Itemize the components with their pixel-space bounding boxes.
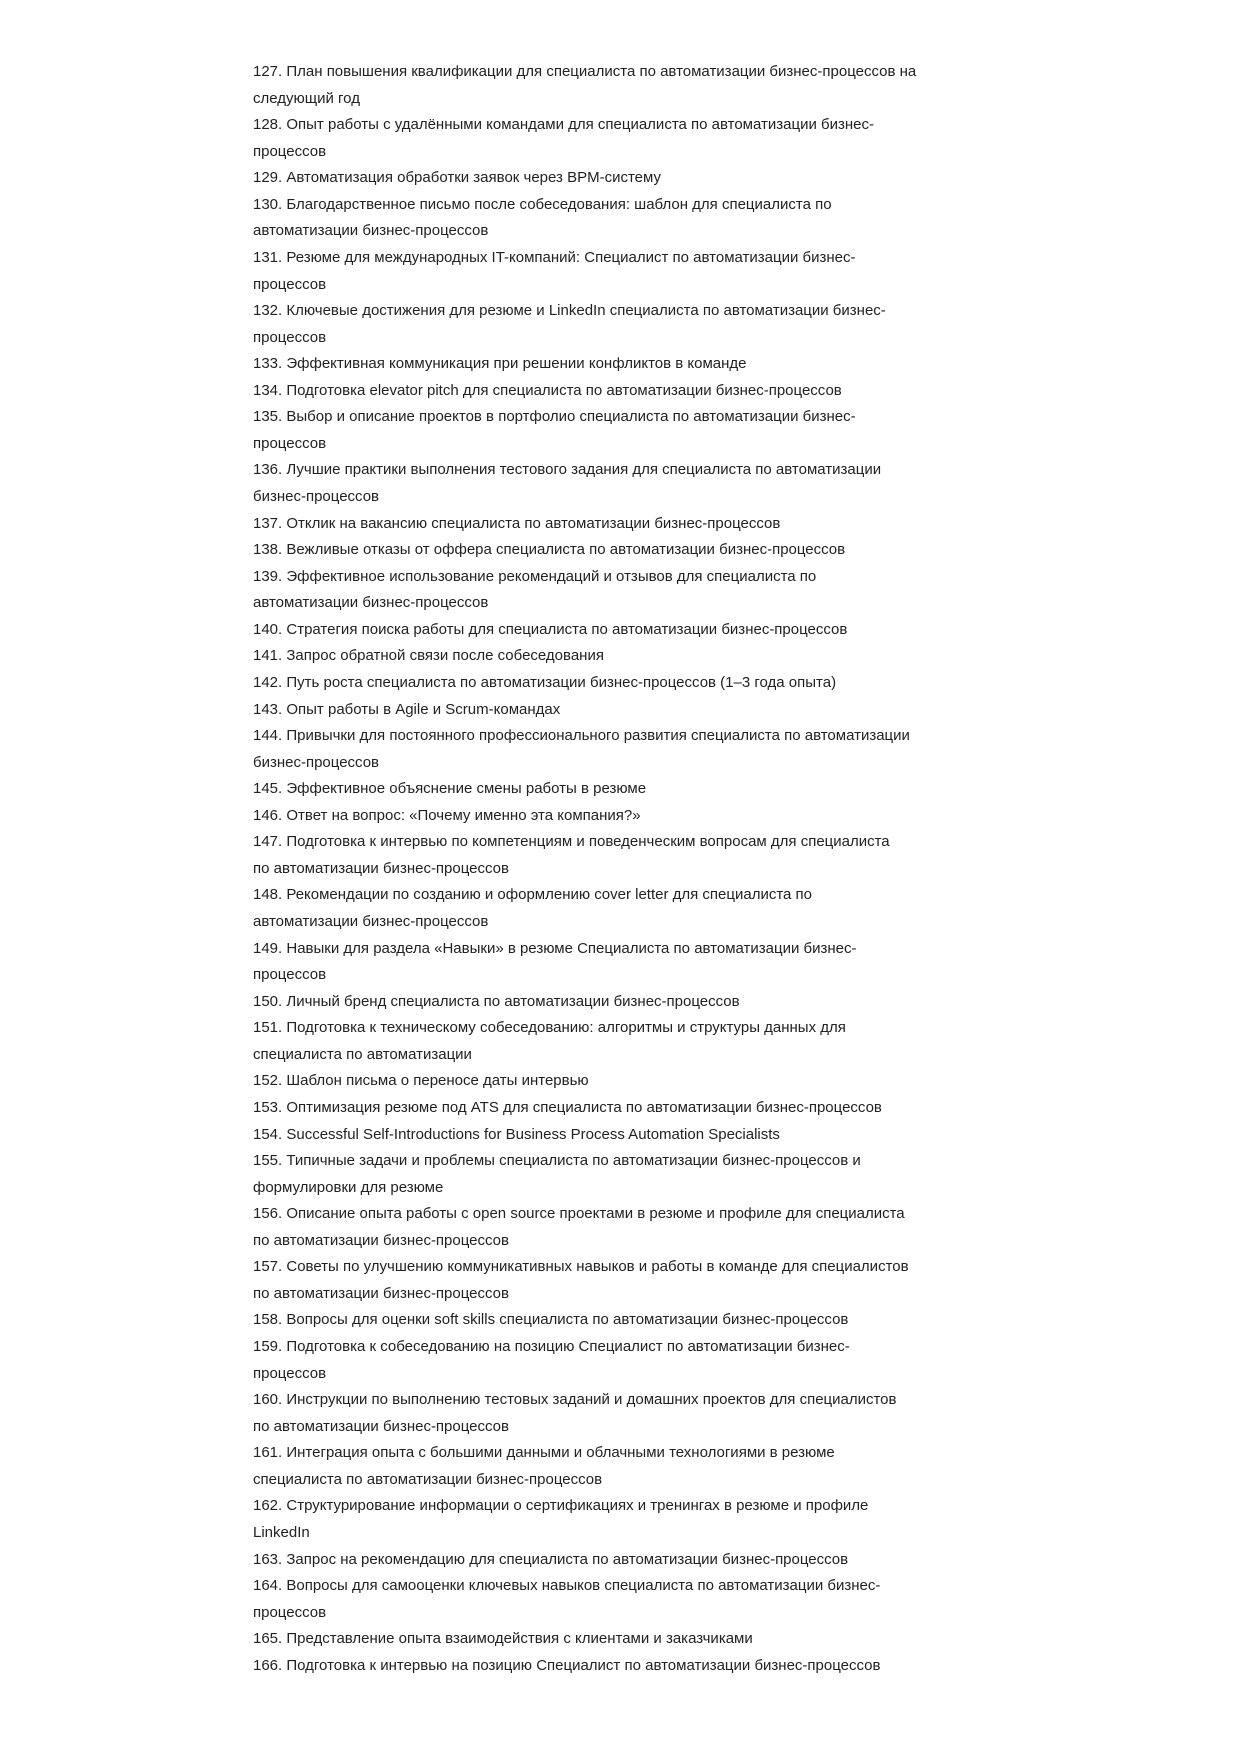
list-item-text-line: процессов xyxy=(253,966,327,984)
list-item[interactable] xyxy=(253,1095,1013,1122)
list-item[interactable] xyxy=(253,59,1013,112)
list-item[interactable] xyxy=(253,351,1013,378)
list-item[interactable] xyxy=(253,776,1013,803)
list-item-text-line: 139. Эффективное использование рекомендаций и отзывов для специалиста по xyxy=(253,567,817,585)
list-item-text-line: 131. Резюме для международных IT-компаний: Специалист по автоматизации бизнес- xyxy=(253,248,856,266)
list-item-text-line: 166. Подготовка к интервью на позицию Специалист по автоматизации бизнес-процессов xyxy=(253,1656,881,1674)
list-item[interactable] xyxy=(253,1068,1013,1095)
list-item-text-line: формулировки для резюме xyxy=(253,1178,444,1196)
list-item[interactable] xyxy=(253,1307,1013,1334)
list-item-text-line: 142. Путь роста специалиста по автоматизации бизнес-процессов (1–3 года опыта) xyxy=(253,673,837,691)
list-item-text-line: автоматизации бизнес-процессов xyxy=(253,913,489,930)
list-item-text-line: LinkedIn xyxy=(253,1523,310,1541)
list-item[interactable] xyxy=(253,404,1013,457)
list-item-text-line: 150. Личный бренд специалиста по автоматизации бизнес-процессов xyxy=(253,992,740,1010)
list-item[interactable] xyxy=(253,165,1013,192)
list-item-text-line: 157. Советы по улучшению коммуникативных навыков и работы в команде для специалистов xyxy=(253,1258,909,1276)
list-item-text-line: бизнес-процессов xyxy=(253,488,380,505)
list-item-text-line: 141. Запрос обратной связи после собеседования xyxy=(253,647,604,665)
list-item-text-line: 149. Навыки для раздела «Навыки» в резюме Специалиста по автоматизации бизнес- xyxy=(253,939,857,957)
list-item-text-line: 134. Подготовка elevator pitch для специалиста по автоматизации бизнес-процессов xyxy=(253,381,842,399)
list-item[interactable] xyxy=(253,670,1013,697)
list-item[interactable] xyxy=(253,1626,1013,1653)
list-item[interactable] xyxy=(253,245,1013,298)
list-item[interactable] xyxy=(253,617,1013,644)
list-item-text-line: 155. Типичные задачи и проблемы специалиста по автоматизации бизнес-процессов и xyxy=(253,1152,861,1170)
list-item-text-line: процессов xyxy=(253,275,327,293)
list-item[interactable] xyxy=(253,1573,1013,1626)
list-item[interactable] xyxy=(253,697,1013,724)
list-item-text-line: процессов xyxy=(253,142,327,160)
list-item-text-line: 156. Описание опыта работы с open source проектами в резюме и профиле для специалиста xyxy=(253,1205,905,1223)
list-item-text-line: 146. Ответ на вопрос: «Почему именно эта компания?» xyxy=(253,806,641,824)
list-item-text-line: 127. План повышения квалификации для специалиста по автоматизации бизнес-процессов на xyxy=(253,63,917,80)
list-item[interactable] xyxy=(253,643,1013,670)
list-item-text-line: бизнес-процессов xyxy=(253,753,380,771)
list-item[interactable] xyxy=(253,936,1013,989)
list-item[interactable] xyxy=(253,537,1013,564)
list-item-text-line: 138. Вежливые отказы от оффера специалиста по автоматизации бизнес-процессов xyxy=(253,541,846,559)
list-item-text-line: 165. Представление опыта взаимодействия с клиентами и заказчиками xyxy=(253,1630,753,1648)
list-item-text-line: по автоматизации бизнес-процессов xyxy=(253,1417,509,1435)
list-item[interactable] xyxy=(253,829,1013,882)
list-item[interactable] xyxy=(253,1015,1013,1068)
list-item-text-line: процессов xyxy=(253,1603,327,1621)
list-item-text-line: 162. Структурирование информации о сертификациях и тренингах в резюме и профиле xyxy=(253,1497,869,1515)
list-item-text-line: процессов xyxy=(253,1364,327,1382)
list-item[interactable] xyxy=(253,1254,1013,1307)
list-item-text-line: 135. Выбор и описание проектов в портфолио специалиста по автоматизации бизнес- xyxy=(253,408,856,426)
list-item-text-line: специалиста по автоматизации бизнес-процессов xyxy=(253,1470,603,1488)
list-item-text-line: 130. Благодарственное письмо после собеседования: шаблон для специалиста по xyxy=(253,195,832,213)
list-item[interactable] xyxy=(253,1122,1013,1149)
list-item[interactable] xyxy=(253,989,1013,1016)
list-item-text-line: 147. Подготовка к интервью по компетенциям и поведенческим вопросам для специалиста xyxy=(253,833,890,851)
list-item-text-line: 151. Подготовка к техническому собеседованию: алгоритмы и структуры данных для xyxy=(253,1019,846,1037)
list-item-text-line: автоматизации бизнес-процессов xyxy=(253,594,489,612)
list-item[interactable] xyxy=(253,1547,1013,1574)
list-item-text-line: 140. Стратегия поиска работы для специалиста по автоматизации бизнес-процессов xyxy=(253,620,848,638)
list-item[interactable] xyxy=(253,723,1013,776)
list-item-text-line: 164. Вопросы для самооценки ключевых навыков специалиста по автоматизации бизнес- xyxy=(253,1577,881,1595)
list-item-text-line: процессов xyxy=(253,434,327,452)
list-item-text-line: по автоматизации бизнес-процессов xyxy=(253,859,509,877)
list-item-text-line: автоматизации бизнес-процессов xyxy=(253,222,489,240)
list-item-text-line: следующий год xyxy=(253,89,360,107)
list-item-text-line: 161. Интеграция опыта с большими данными и облачными технологиями в резюме xyxy=(253,1444,835,1462)
list-item[interactable] xyxy=(253,112,1013,165)
article-list xyxy=(253,59,1013,1679)
list-item[interactable] xyxy=(253,378,1013,405)
list-item-text-line: 158. Вопросы для оценки soft skills специалиста по автоматизации бизнес-процессов xyxy=(253,1311,849,1329)
list-item-text-line: 129. Автоматизация обработки заявок через BPM-систему xyxy=(253,169,661,187)
list-item-text-line: 144. Привычки для постоянного профессионального развития специалиста по автоматизации xyxy=(253,727,910,745)
list-item[interactable] xyxy=(253,1493,1013,1546)
list-item[interactable] xyxy=(253,192,1013,245)
list-item-text-line: 128. Опыт работы с удалёнными командами для специалиста по автоматизации бизнес- xyxy=(253,116,874,134)
list-item[interactable] xyxy=(253,564,1013,617)
list-item-text-line: 136. Лучшие практики выполнения тестового задания для специалиста по автоматизации xyxy=(253,461,882,479)
list-item[interactable] xyxy=(253,1334,1013,1387)
list-item[interactable] xyxy=(253,511,1013,538)
list-item[interactable] xyxy=(253,457,1013,510)
list-item[interactable] xyxy=(253,1201,1013,1254)
list-item-text-line: 137. Отклик на вакансию специалиста по автоматизации бизнес-процессов xyxy=(253,514,781,532)
list-item-text-line: 163. Запрос на рекомендацию для специалиста по автоматизации бизнес-процессов xyxy=(253,1550,849,1568)
list-item[interactable] xyxy=(253,298,1013,351)
list-item-text-line: специалиста по автоматизации xyxy=(253,1045,472,1063)
list-item-text-line: 153. Оптимизация резюме под ATS для специалиста по автоматизации бизнес-процессов xyxy=(253,1098,882,1116)
list-item-text-line: 159. Подготовка к собеседованию на позицию Специалист по автоматизации бизнес- xyxy=(253,1338,850,1355)
list-item-text-line: 145. Эффективное объяснение смены работы в резюме xyxy=(253,780,647,798)
list-item[interactable] xyxy=(253,803,1013,830)
list-item-text-line: 152. Шаблон письма о переносе даты интервью xyxy=(253,1072,589,1090)
list-item[interactable] xyxy=(253,1387,1013,1440)
list-item-text-line: 132. Ключевые достижения для резюме и LinkedIn специалиста по автоматизации бизнес- xyxy=(253,302,886,320)
list-item-text-line: по автоматизации бизнес-процессов xyxy=(253,1284,509,1302)
list-item-text-line: 160. Инструкции по выполнению тестовых заданий и домашних проектов для специалистов xyxy=(253,1391,897,1409)
list-item[interactable] xyxy=(253,1653,1013,1680)
list-item-text-line: процессов xyxy=(253,328,327,346)
list-item[interactable] xyxy=(253,882,1013,935)
list-item-text-line: 133. Эффективная коммуникация при решении конфликтов в команде xyxy=(253,355,747,373)
list-item-text-line: 154. Successful Self-Introductions for Business Process Automation Specialists xyxy=(253,1125,780,1143)
list-item[interactable] xyxy=(253,1148,1013,1201)
list-item-text-line: 148. Рекомендации по созданию и оформлению cover letter для специалиста по xyxy=(253,886,813,904)
list-item-text-line: по автоматизации бизнес-процессов xyxy=(253,1231,509,1249)
list-item[interactable] xyxy=(253,1440,1013,1493)
list-item-text-line: 143. Опыт работы в Agile и Scrum-командах xyxy=(253,700,561,718)
